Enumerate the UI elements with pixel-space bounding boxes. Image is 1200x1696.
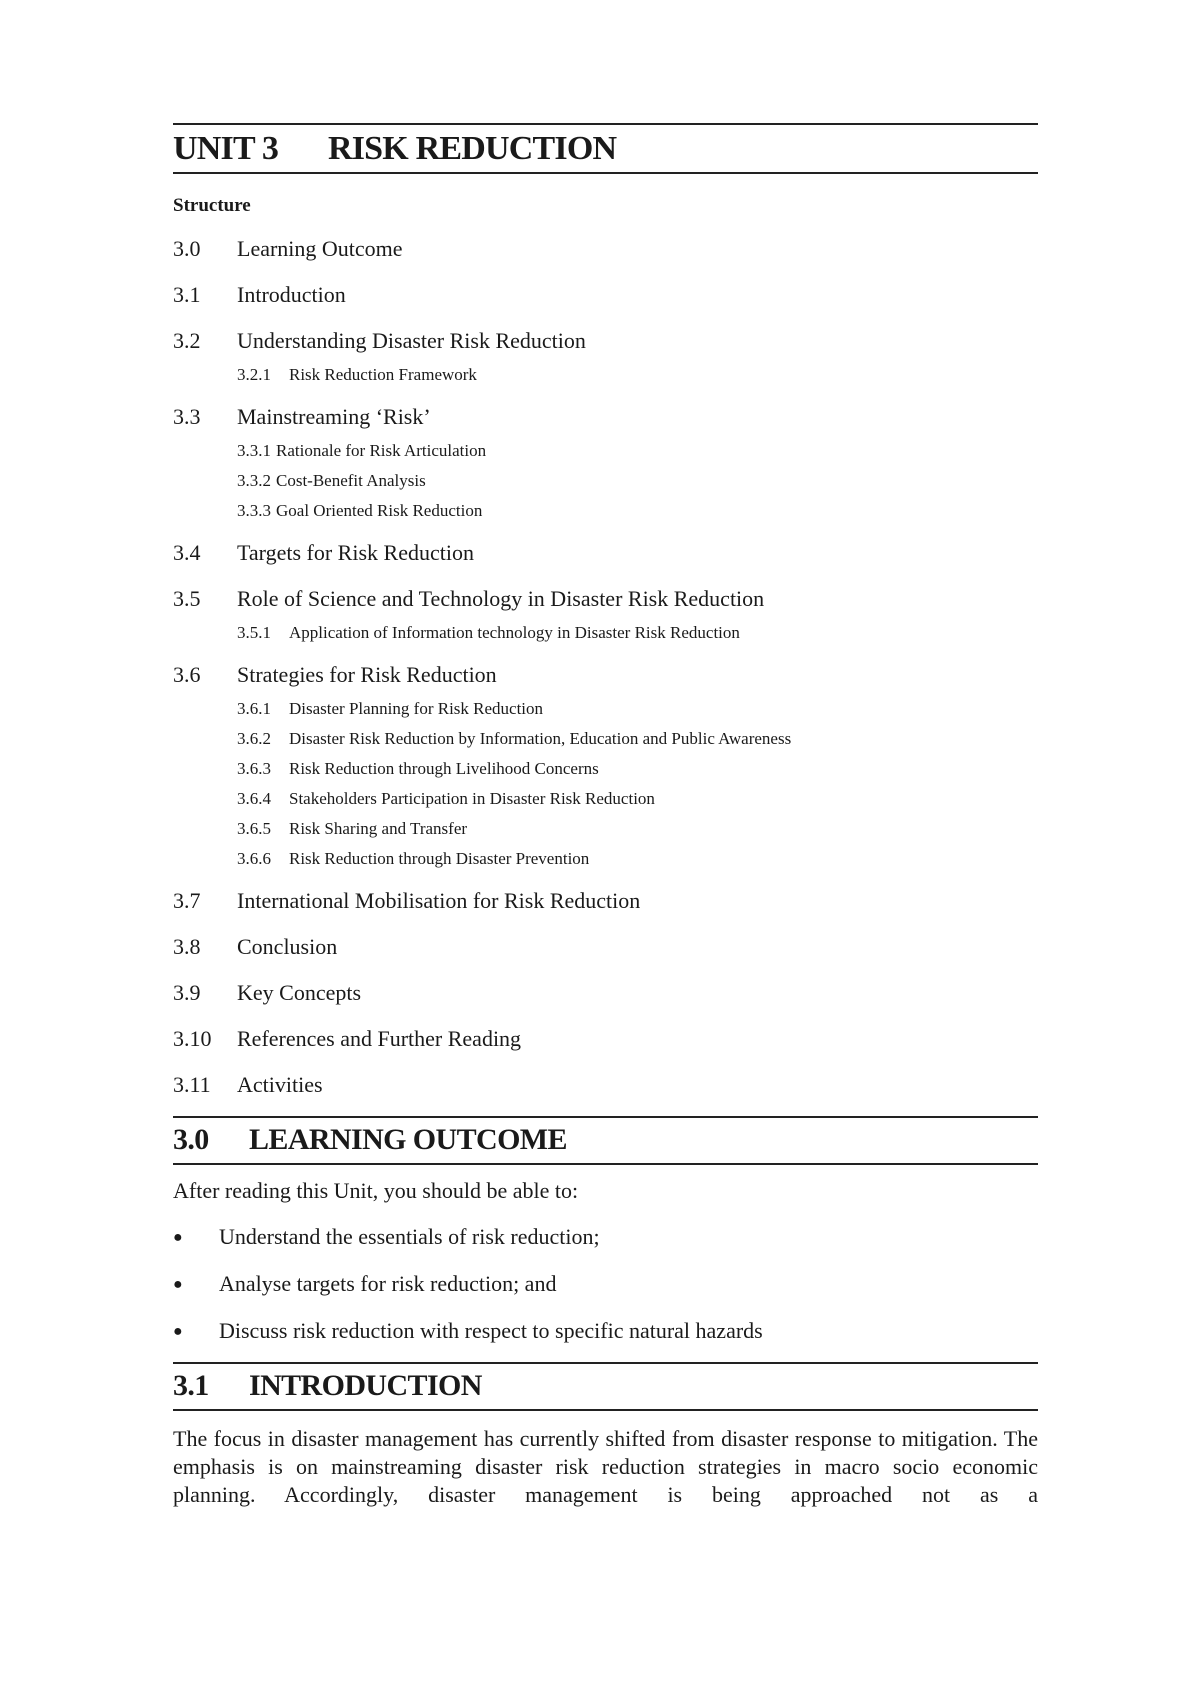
- toc-sub-title: Risk Reduction through Disaster Prevention: [289, 849, 590, 868]
- toc-title: References and Further Reading: [237, 1026, 522, 1051]
- section-number: 3.0: [173, 1123, 209, 1156]
- toc-sub-number: 3.2.1: [237, 365, 271, 384]
- toc-number: 3.10: [173, 1026, 212, 1051]
- toc-number: 3.9: [173, 980, 201, 1005]
- toc-title: Activities: [237, 1072, 323, 1097]
- toc-subitem-3-6-2: [237, 728, 1038, 750]
- toc-subitem-3-6-3: [237, 758, 1038, 780]
- introduction-paragraph: [173, 1425, 1038, 1509]
- toc-sub-number: 3.6.2: [237, 729, 271, 748]
- bullet-icon: ●: [173, 1229, 183, 1246]
- outcome-text: Analyse targets for risk reduction; and: [219, 1271, 557, 1296]
- toc-number: 3.3: [173, 404, 201, 429]
- toc-subitem-3-3-2: [237, 470, 1038, 492]
- toc-title: Strategies for Risk Reduction: [237, 662, 497, 687]
- toc-title: Conclusion: [237, 934, 338, 959]
- toc-sub-title: Rationale for Risk Articulation: [276, 441, 487, 460]
- toc-item-3-9: [173, 978, 1038, 1008]
- document-page: [173, 120, 1038, 1509]
- toc-sub-title: Goal Oriented Risk Reduction: [276, 501, 483, 520]
- unit-title: [173, 129, 1038, 169]
- section-name: LEARNING OUTCOME: [249, 1123, 567, 1156]
- toc-sub-number: 3.3.2: [237, 471, 271, 490]
- toc-item-3-0: [173, 234, 1038, 264]
- toc-number: 3.6: [173, 662, 201, 687]
- section-header-learning-outcome: [173, 1116, 1038, 1165]
- toc-sub-number: 3.6.5: [237, 819, 271, 838]
- toc-sublist: [173, 440, 1038, 522]
- section-header-introduction: [173, 1362, 1038, 1411]
- table-of-contents: [173, 234, 1038, 1100]
- toc-number: 3.8: [173, 934, 201, 959]
- toc-sublist: [173, 622, 1038, 644]
- toc-item-3-11: [173, 1070, 1038, 1100]
- toc-sub-number: 3.6.6: [237, 849, 271, 868]
- toc-title: Introduction: [237, 282, 346, 307]
- toc-sub-title: Cost-Benefit Analysis: [276, 471, 426, 490]
- toc-sublist: [173, 364, 1038, 386]
- unit-number: UNIT 3: [173, 130, 279, 167]
- toc-title: Key Concepts: [237, 980, 362, 1005]
- section-title: [173, 1368, 1038, 1404]
- toc-sub-title: Disaster Planning for Risk Reduction: [289, 699, 544, 718]
- toc-number: 3.0: [173, 236, 201, 261]
- toc-item-3-2: [173, 326, 1038, 386]
- toc-subitem-3-6-4: [237, 788, 1038, 810]
- paragraph-line: mitigation. The emphasis is on mainstreaming disaster risk reduction strategies in macro: [173, 1426, 1039, 1479]
- toc-title: Learning Outcome: [237, 236, 403, 261]
- structure-label: Structure: [173, 195, 251, 216]
- outcome-text: Discuss risk reduction with respect to specific natural hazards: [219, 1318, 763, 1343]
- toc-subitem-3-5-1: [237, 622, 1038, 644]
- learning-outcome-intro: After reading this Unit, you should be able to:: [173, 1178, 579, 1203]
- toc-sub-title: Risk Reduction Framework: [289, 365, 477, 384]
- toc-sub-title: Stakeholders Participation in Disaster Risk Reduction: [289, 789, 655, 808]
- bullet-icon: ●: [173, 1323, 183, 1340]
- toc-item-3-10: [173, 1024, 1038, 1054]
- toc-number: 3.4: [173, 540, 201, 565]
- toc-number: 3.5: [173, 586, 201, 611]
- toc-item-3-8: [173, 932, 1038, 962]
- outcome-item: [173, 1317, 1038, 1346]
- toc-sub-title: Disaster Risk Reduction by Information, Education and Public Awareness: [289, 729, 792, 748]
- toc-item-3-3: [173, 402, 1038, 522]
- outcome-item: [173, 1223, 1038, 1252]
- toc-subitem-3-3-1: [237, 440, 1038, 462]
- toc-sublist: [173, 698, 1038, 870]
- bullet-icon: ●: [173, 1276, 183, 1293]
- toc-subitem-3-3-3: [237, 500, 1038, 522]
- toc-sub-title: Risk Reduction through Livelihood Concerns: [289, 759, 599, 778]
- toc-item-3-6: [173, 660, 1038, 870]
- paragraph-line: The focus in disaster management has currently shifted from disaster response to: [173, 1426, 896, 1451]
- toc-subitem-3-2-1: [237, 364, 1038, 386]
- unit-name: RISK REDUCTION: [328, 130, 617, 167]
- toc-item-3-5: [173, 584, 1038, 644]
- toc-sub-number: 3.6.3: [237, 759, 271, 778]
- paragraph-line: socio economic planning. Accordingly, disaster management is being approached not as a: [173, 1454, 1038, 1507]
- toc-sub-number: 3.5.1: [237, 623, 271, 642]
- toc-sub-number: 3.6.4: [237, 789, 271, 808]
- toc-subitem-3-6-6: [237, 848, 1038, 870]
- unit-header: [173, 123, 1038, 174]
- toc-number: 3.7: [173, 888, 201, 913]
- outcome-text: Understand the essentials of risk reduction;: [219, 1224, 600, 1249]
- toc-number: 3.1: [173, 282, 201, 307]
- toc-number: 3.2: [173, 328, 201, 353]
- toc-title: Understanding Disaster Risk Reduction: [237, 328, 586, 353]
- toc-sub-number: 3.3.3: [237, 501, 271, 520]
- toc-item-3-4: [173, 538, 1038, 568]
- toc-title: International Mobilisation for Risk Reduction: [237, 888, 641, 913]
- toc-subitem-3-6-5: [237, 818, 1038, 840]
- section-number: 3.1: [173, 1369, 209, 1402]
- toc-sub-title: Application of Information technology in Disaster Risk Reduction: [289, 623, 740, 642]
- toc-title: Targets for Risk Reduction: [237, 540, 474, 565]
- outcome-item: [173, 1270, 1038, 1299]
- outcome-list: [173, 1223, 1038, 1346]
- toc-title: Role of Science and Technology in Disaster Risk Reduction: [237, 586, 765, 611]
- toc-item-3-1: [173, 280, 1038, 310]
- section-title: [173, 1122, 1038, 1158]
- toc-subitem-3-6-1: [237, 698, 1038, 720]
- toc-sub-number: 3.3.1: [237, 441, 271, 460]
- toc-title: Mainstreaming ‘Risk’: [237, 404, 431, 429]
- toc-sub-title: Risk Sharing and Transfer: [289, 819, 468, 838]
- toc-item-3-7: [173, 886, 1038, 916]
- section-name: INTRODUCTION: [249, 1369, 482, 1402]
- toc-sub-number: 3.6.1: [237, 699, 271, 718]
- toc-number: 3.11: [173, 1072, 211, 1097]
